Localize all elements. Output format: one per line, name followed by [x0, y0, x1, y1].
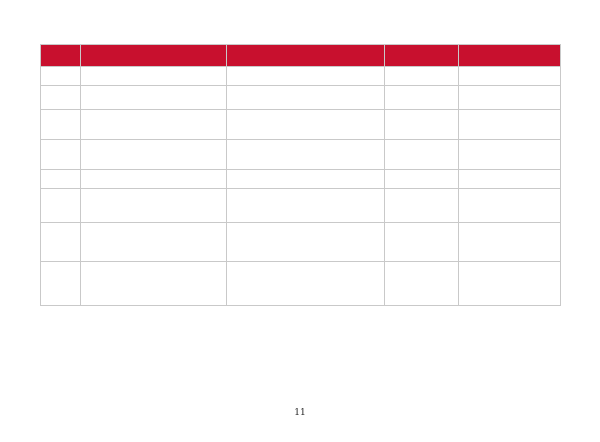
major-cell — [41, 189, 81, 223]
second-round-cell — [227, 86, 385, 110]
table-row — [41, 140, 561, 170]
remarks-cell — [385, 67, 459, 86]
scoring-cell — [459, 140, 561, 170]
major-cell — [41, 223, 81, 262]
first-round-cell — [81, 110, 227, 140]
page-number: 11 — [294, 408, 306, 418]
exam-spec-table — [40, 44, 561, 306]
scoring-cell — [459, 262, 561, 306]
header-scoring — [459, 45, 561, 67]
remarks-cell — [385, 86, 459, 110]
scoring-cell — [459, 170, 561, 189]
table-row — [41, 189, 561, 223]
header-row — [41, 45, 561, 67]
first-round-cell — [81, 223, 227, 262]
scoring-cell — [459, 110, 561, 140]
major-cell — [41, 67, 81, 86]
table-row — [41, 110, 561, 140]
second-round-cell — [227, 110, 385, 140]
second-round-cell — [227, 262, 385, 306]
header-second-round — [227, 45, 385, 67]
scoring-cell — [459, 67, 561, 86]
remarks-cell — [385, 110, 459, 140]
first-round-cell — [81, 189, 227, 223]
first-round-cell — [81, 67, 227, 86]
major-cell — [41, 140, 81, 170]
major-cell — [41, 110, 81, 140]
header-first-round — [81, 45, 227, 67]
second-round-cell — [227, 67, 385, 86]
remarks-cell — [385, 170, 459, 189]
first-round-cell — [81, 140, 227, 170]
first-round-cell — [81, 86, 227, 110]
table-row — [41, 86, 561, 110]
second-round-cell — [227, 189, 385, 223]
table-body — [41, 67, 561, 306]
table-row — [41, 262, 561, 306]
remarks-cell — [385, 140, 459, 170]
first-round-cell — [81, 170, 227, 189]
header-major — [41, 45, 81, 67]
header-remarks — [385, 45, 459, 67]
table-row — [41, 67, 561, 86]
remarks-cell — [385, 189, 459, 223]
scoring-cell — [459, 223, 561, 262]
table-row — [41, 223, 561, 262]
major-cell — [41, 262, 81, 306]
second-round-cell — [227, 140, 385, 170]
second-round-cell — [227, 223, 385, 262]
major-cell — [41, 170, 81, 189]
scoring-cell — [459, 189, 561, 223]
major-cell — [41, 86, 81, 110]
remarks-cell — [385, 223, 459, 262]
first-round-cell — [81, 262, 227, 306]
table-row — [41, 170, 561, 189]
remarks-cell — [385, 262, 459, 306]
second-round-cell — [227, 170, 385, 189]
scoring-cell — [459, 86, 561, 110]
